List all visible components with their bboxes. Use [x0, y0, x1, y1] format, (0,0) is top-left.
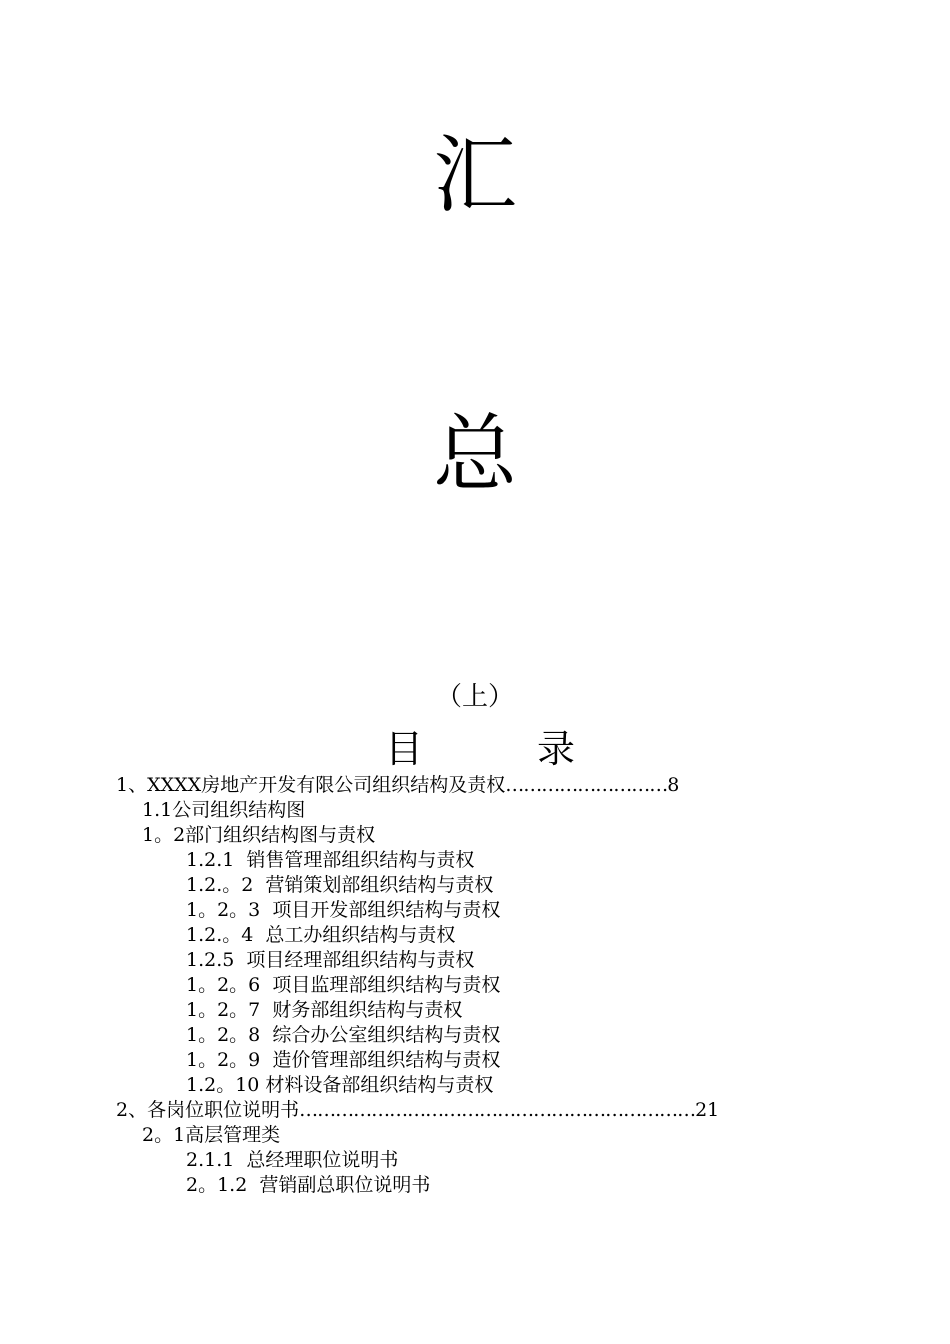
toc-entry-text: 1。2。8 综合办公室组织结构与责权 [186, 1024, 501, 1046]
toc-entry-text: 1.2。10 材料设备部组织结构与责权 [186, 1074, 494, 1096]
toc-entry[interactable] [186, 1073, 493, 1098]
toc-entry-text: 1.2.。4 总工办组织结构与责权 [186, 924, 456, 946]
toc-entry[interactable] [186, 1023, 500, 1048]
toc-entry-text: 2、各岗位职位说明书 [116, 1099, 300, 1121]
toc-entry[interactable] [142, 823, 375, 848]
toc-entry[interactable] [142, 1123, 280, 1148]
toc-entry[interactable] [186, 1048, 500, 1073]
toc-entry-text: 1、XXXX房地产开发有限公司组织结构及责权 [116, 774, 506, 796]
toc-heading-char-2: 录 [536, 727, 575, 771]
toc-entry-text: 1.2.1 销售管理部组织结构与责权 [186, 849, 475, 871]
toc-entry[interactable] [116, 773, 679, 798]
toc-entry-text: 1.2.。2 营销策划部组织结构与责权 [186, 874, 494, 896]
toc-entry[interactable] [186, 973, 500, 998]
toc-entry-text: 2。1.2 营销副总职位说明书 [186, 1174, 431, 1196]
toc-heading-char-1: 目 [385, 727, 424, 771]
toc-heading [385, 727, 575, 771]
toc-entry-text: 2。1高层管理类 [142, 1124, 281, 1146]
toc-entry-leader-dots: ……………………… [505, 774, 668, 796]
toc-entry-text: 1。2部门组织结构图与责权 [142, 824, 376, 846]
toc-entry[interactable] [186, 848, 474, 873]
toc-entry[interactable] [186, 948, 474, 973]
toc-entry-text: 1.1公司组织结构图 [142, 799, 306, 821]
cover-title-char-1: 汇 [432, 126, 517, 224]
toc-entry[interactable] [186, 898, 500, 923]
toc-entry-page-number: 21 [695, 1099, 720, 1121]
toc-entry[interactable] [142, 798, 305, 823]
toc-entry[interactable] [116, 1098, 719, 1123]
toc-entry-page-number: 8 [667, 774, 680, 796]
toc-entry[interactable] [186, 1148, 398, 1173]
toc-entry-text: 1。2。3 项目开发部组织结构与责权 [186, 899, 501, 921]
toc-entry-text: 1。2。9 造价管理部组织结构与责权 [186, 1049, 501, 1071]
toc-entry[interactable] [186, 1173, 430, 1198]
toc-entry-text: 1.2.5 项目经理部组织结构与责权 [186, 949, 475, 971]
toc-entry-text: 1。2。6 项目监理部组织结构与责权 [186, 974, 501, 996]
toc-entry[interactable] [186, 923, 455, 948]
toc-entry-leader-dots: ………………………………………………………… [299, 1099, 696, 1121]
toc-entry[interactable] [186, 873, 493, 898]
cover-title-char-2: 总 [432, 405, 517, 503]
volume-label: （上） [435, 682, 514, 712]
toc-entry-text: 1。2。7 财务部组织结构与责权 [186, 999, 463, 1021]
toc-entry[interactable] [186, 998, 462, 1023]
toc-entry-text: 2.1.1 总经理职位说明书 [186, 1149, 399, 1171]
